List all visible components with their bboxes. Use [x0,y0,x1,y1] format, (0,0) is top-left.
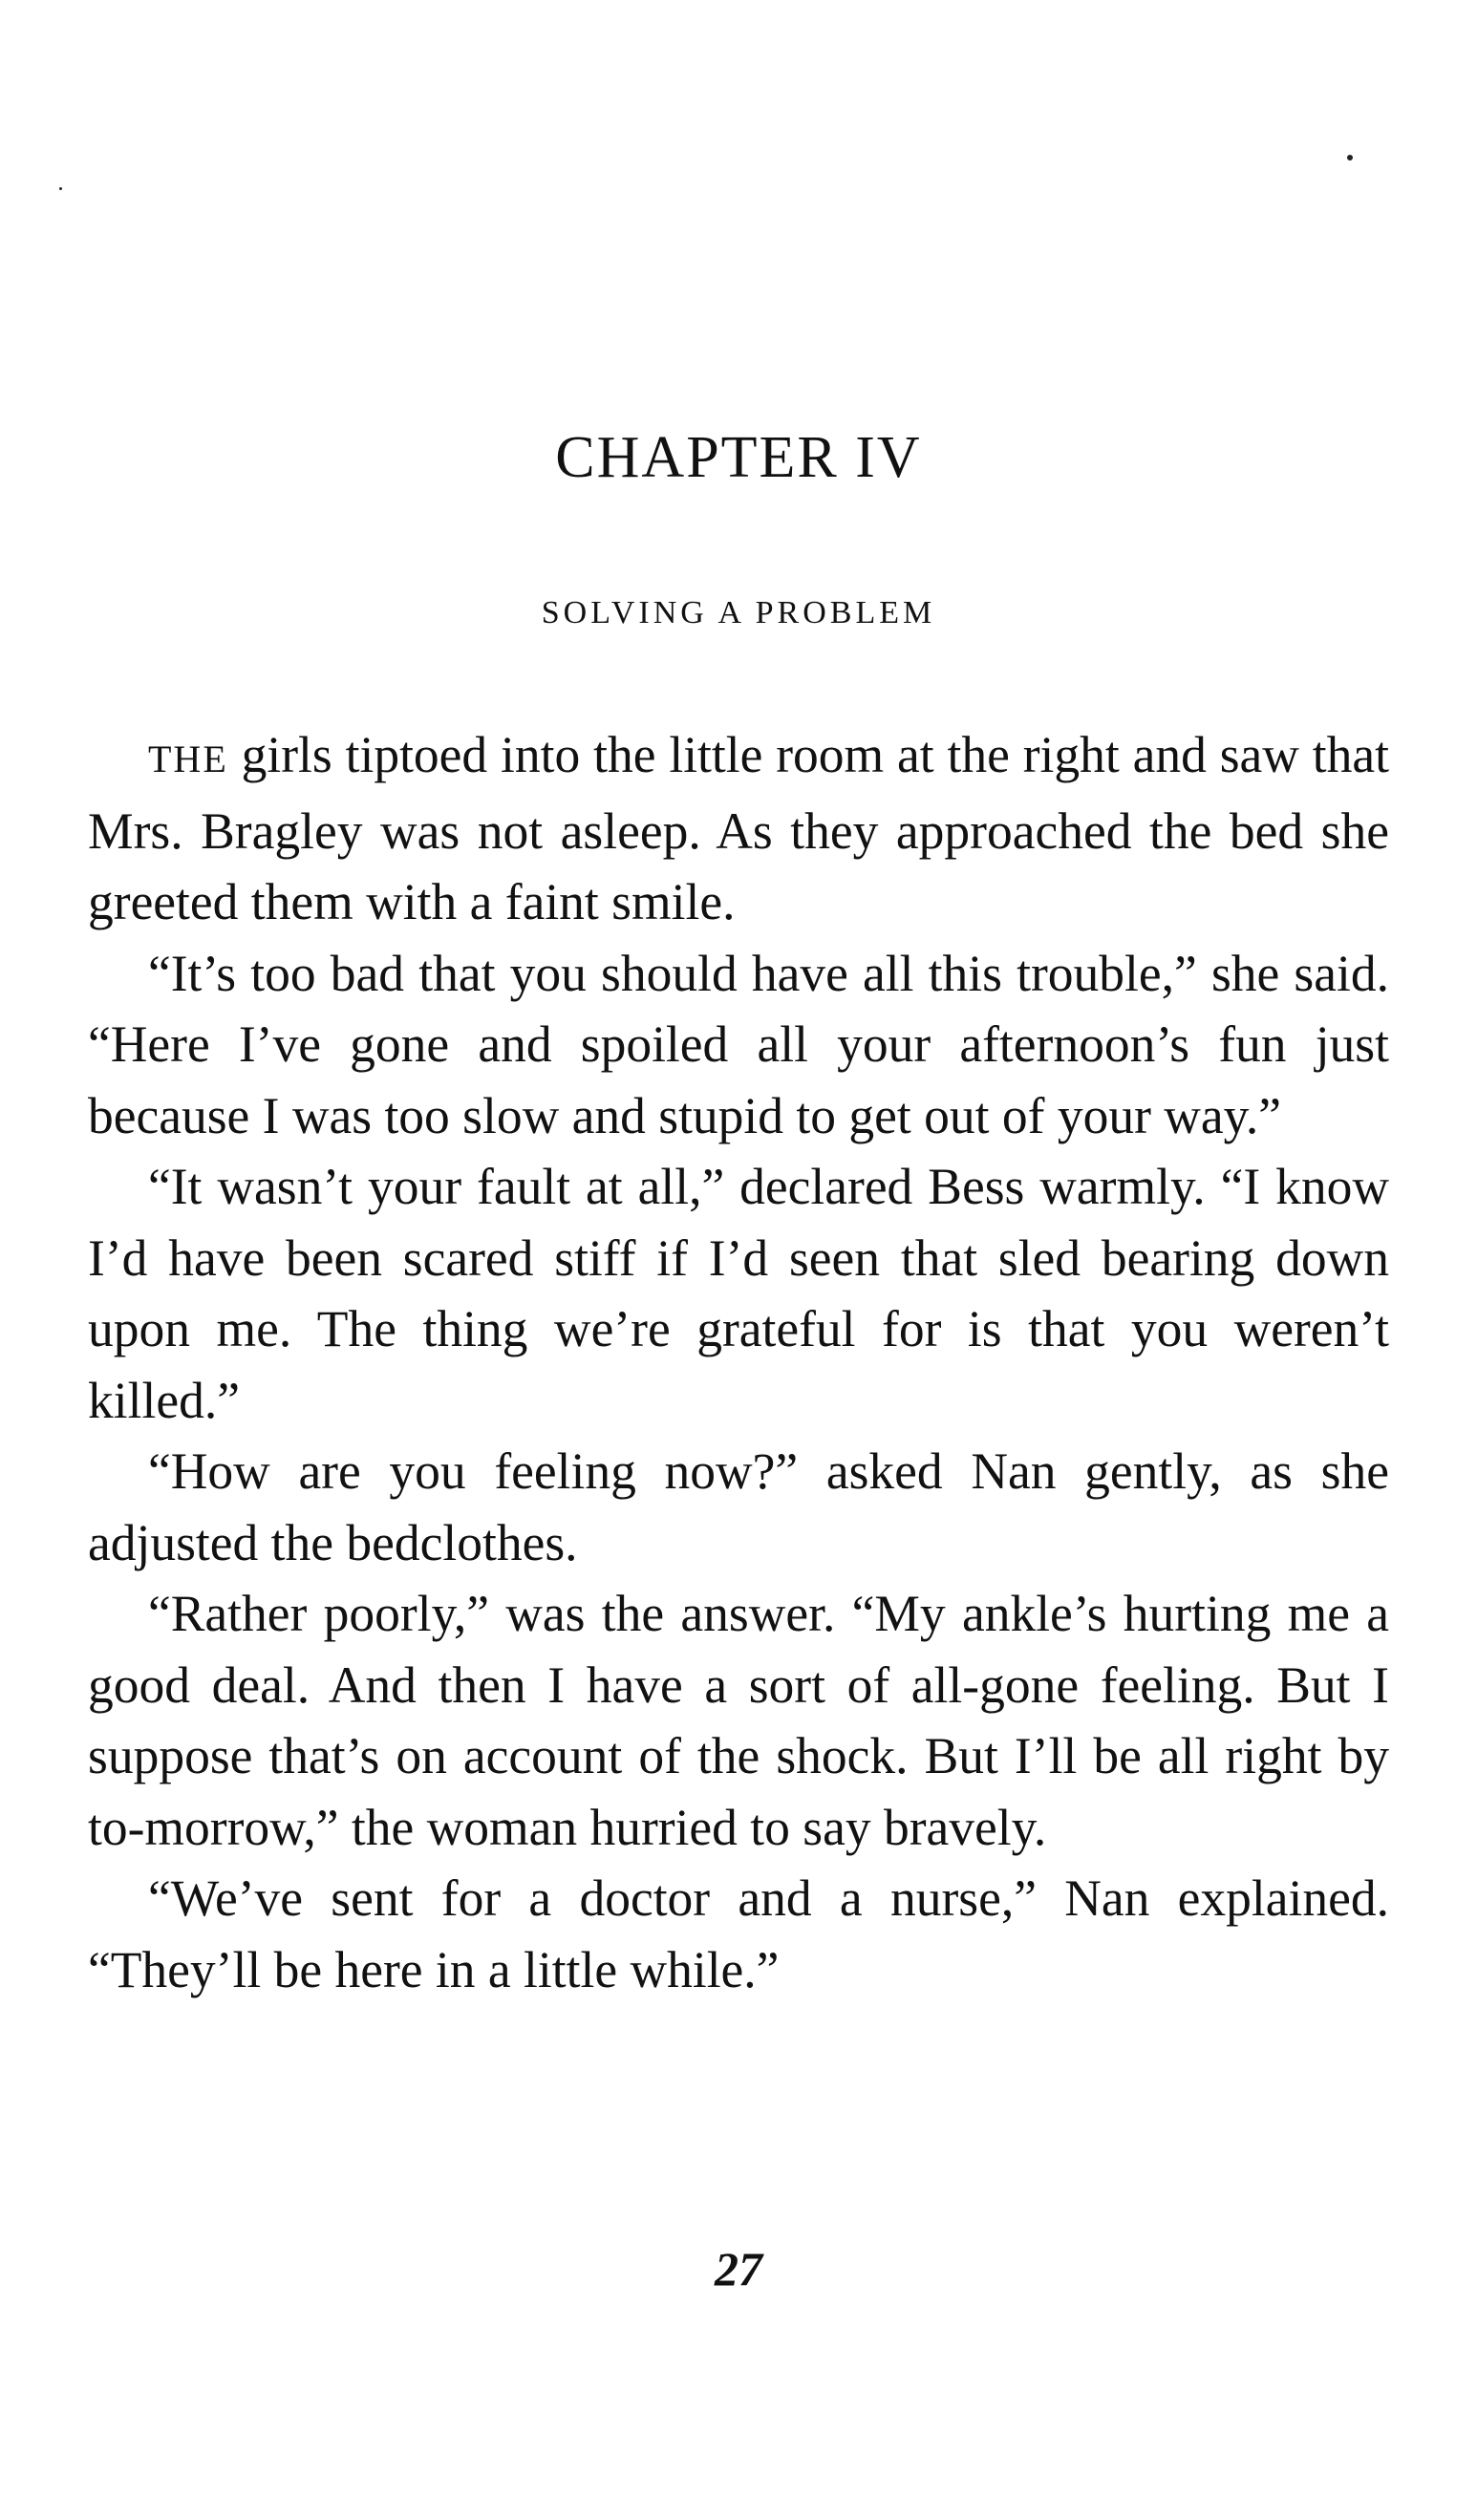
paragraph: “Rather poorly,” was the answer. “My ankle’s hurting me a good deal. And then I have a sort of all-gone feeling. But I suppose that’s on account of the shock. But I’ll be all right by to-morrow,” the woman hurried to say bravely. [88,1585,1389,1856]
paragraph: “It’s too bad that you should have all this trouble,” she said. “Here I’ve gone and spoiled all your afternoon’s fun just because I was too slow and stupid to get out of your way.” [88,944,1389,1144]
page-number: 27 [715,2242,762,2296]
paragraph-text: girls tiptoed into the little room at the right and saw that Mrs. Bragley was not asleep. As they approached the bed she greeted them with a faint smile. [88,726,1389,930]
paragraph [88,719,1389,938]
paragraph: “We’ve sent for a doctor and a nurse,” Nan explained. “They’ll be here in a little while.” [88,1869,1389,1998]
paragraph: “How are you feeling now?” asked Nan gently, as she adjusted the bedclothes. [88,1442,1389,1571]
body-text [88,719,1389,2005]
chapter-number: CHAPTER IV [555,425,922,490]
print-speck [1347,155,1353,160]
chapter-title: SOLVING A PROBLEM [541,595,936,630]
paragraph: “It wasn’t your fault at all,” declared Bess warmly. “I know I’d have been scared stiff if I’d seen that sled bearing down upon me. The thing we’re grateful for is that you weren’t killed.” [88,1158,1389,1429]
print-speck [59,187,62,190]
small-caps-lead: THE [148,737,228,780]
